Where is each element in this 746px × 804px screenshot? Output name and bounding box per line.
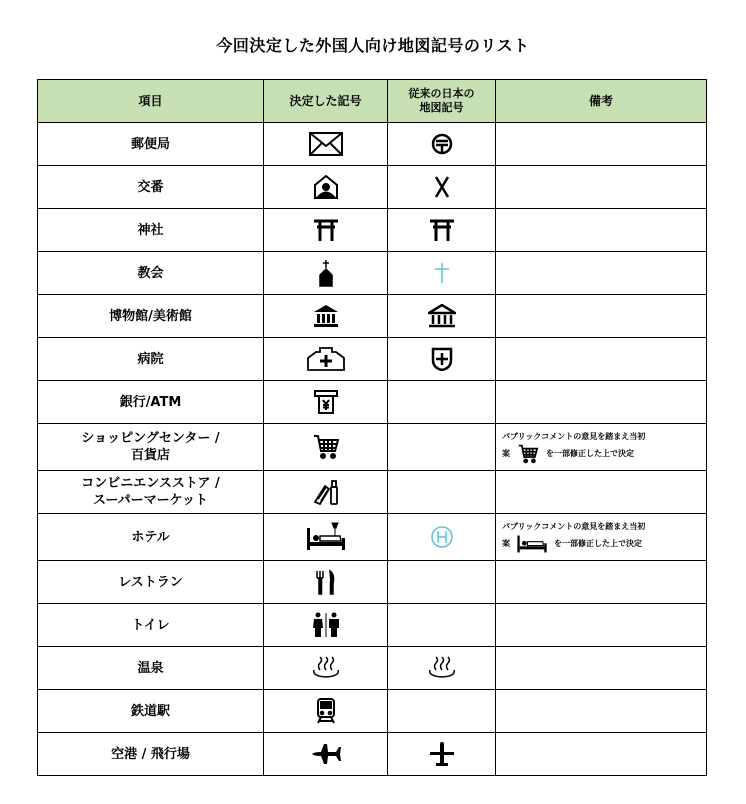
table-row — [38, 338, 707, 381]
police-box-icon — [264, 166, 388, 209]
remarks-cell — [496, 647, 707, 690]
row-name: 神社 — [38, 209, 264, 252]
hospital-jp-icon — [388, 338, 496, 381]
table-row — [38, 471, 707, 514]
hotel-bed-icon — [264, 514, 388, 561]
row-name: コンビニエンスストア / スーパーマーケット — [38, 471, 264, 514]
table-row — [38, 690, 707, 733]
table-row — [38, 561, 707, 604]
remarks-cell — [496, 166, 707, 209]
table-row — [38, 252, 707, 295]
airplane-side-icon — [264, 733, 388, 776]
remarks-cell: パブリックコメントの意見を踏まえ当初 案 を一部修正した上で決定 — [496, 514, 707, 561]
torii-icon — [388, 209, 496, 252]
table-row — [38, 381, 707, 424]
header-new-symbol: 決定した記号 — [264, 80, 388, 123]
row-name: レストラン — [38, 561, 264, 604]
remarks-cell — [496, 604, 707, 647]
page-title: 今回決定した外国人向け地図記号のリスト — [216, 36, 530, 55]
remarks-cell — [496, 381, 707, 424]
table-row — [38, 733, 707, 776]
row-name: 空港 / 飛行場 — [38, 733, 264, 776]
torii-icon — [264, 209, 388, 252]
hot-spring-icon — [388, 647, 496, 690]
old-symbol-empty — [388, 690, 496, 733]
table-row — [38, 424, 707, 471]
table-row — [38, 166, 707, 209]
hot-spring-icon — [264, 647, 388, 690]
remarks-cell — [496, 209, 707, 252]
header-remarks: 備考 — [496, 80, 707, 123]
museum-icon — [264, 295, 388, 338]
remarks-cell — [496, 252, 707, 295]
table-row — [38, 604, 707, 647]
envelope-icon — [264, 123, 388, 166]
symbol-table — [37, 79, 707, 776]
remarks-cell — [496, 733, 707, 776]
table-row — [38, 209, 707, 252]
museum-icon — [388, 295, 496, 338]
header-item: 項目 — [38, 80, 264, 123]
old-symbol-empty — [388, 471, 496, 514]
old-symbol-empty — [388, 381, 496, 424]
remarks-cell: パブリックコメントの意見を踏まえ当初 案 を一部修正した上で決定 — [496, 424, 707, 471]
row-name: 博物館/美術館 — [38, 295, 264, 338]
cross-icon — [388, 252, 496, 295]
hotel-jp-icon — [388, 514, 496, 561]
post-office-jp-icon — [388, 123, 496, 166]
shopping-cart-icon — [516, 444, 540, 464]
remarks-cell — [496, 561, 707, 604]
row-name: 交番 — [38, 166, 264, 209]
toilet-icon — [264, 604, 388, 647]
remarks-cell — [496, 338, 707, 381]
hospital-icon — [264, 338, 388, 381]
table-row — [38, 647, 707, 690]
church-icon — [264, 252, 388, 295]
row-name: トイレ — [38, 604, 264, 647]
table-row — [38, 295, 707, 338]
row-name: 鉄道駅 — [38, 690, 264, 733]
header-old-symbol: 従来の日本の 地図記号 — [388, 80, 496, 123]
remarks-cell — [496, 123, 707, 166]
bank-atm-icon — [264, 381, 388, 424]
row-name: 病院 — [38, 338, 264, 381]
train-icon — [264, 690, 388, 733]
remarks-cell — [496, 295, 707, 338]
row-name: ホテル — [38, 514, 264, 561]
remarks-cell — [496, 471, 707, 514]
airplane-top-icon — [388, 733, 496, 776]
convenience-store-icon — [264, 471, 388, 514]
koban-x-icon — [388, 166, 496, 209]
old-symbol-empty — [388, 424, 496, 471]
old-symbol-empty — [388, 604, 496, 647]
old-symbol-empty — [388, 561, 496, 604]
row-name: ショッピングセンター / 百貨店 — [38, 424, 264, 471]
row-name: 郵便局 — [38, 123, 264, 166]
row-name: 温泉 — [38, 647, 264, 690]
row-name: 銀行/ATM — [38, 381, 264, 424]
hotel-bed-icon — [516, 534, 548, 554]
shopping-cart-icon — [264, 424, 388, 471]
row-name: 教会 — [38, 252, 264, 295]
table-row — [38, 514, 707, 561]
table-row — [38, 123, 707, 166]
fork-knife-icon — [264, 561, 388, 604]
table-header-row — [38, 80, 707, 123]
remarks-cell — [496, 690, 707, 733]
